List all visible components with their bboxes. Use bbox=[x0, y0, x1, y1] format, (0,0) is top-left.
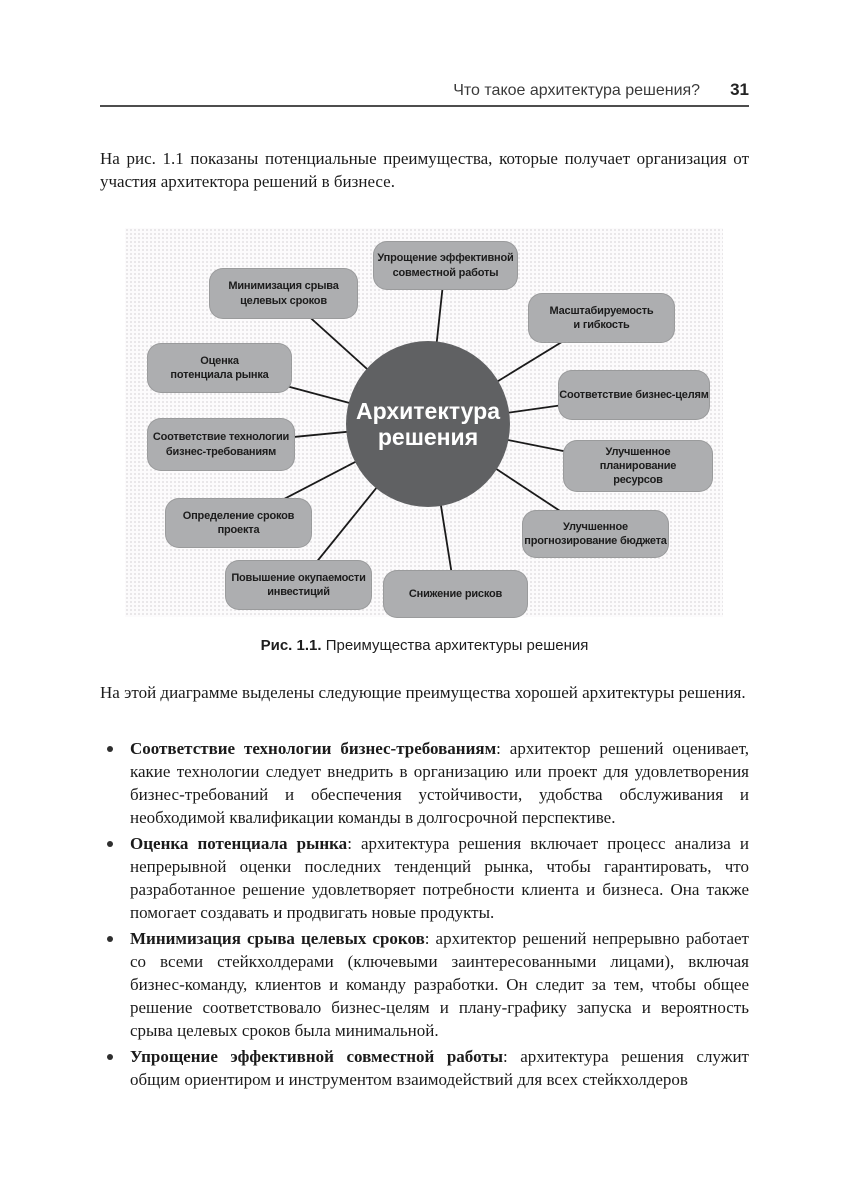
after-figure-paragraph: На этой диаграмме выделены следующие преимущества хорошей архитектуры решения. bbox=[100, 683, 746, 702]
list-item-collaboration bbox=[100, 1045, 749, 1091]
list-item-text: : архитектор решений непрерывно работает со всеми стейкхолдерами (ключевыми заинтересованными лицами), включая бизнес-команду, клиентов и команду разработки. Он следит за тем, чтобы общее решение соответствовало бизнес-целям и плану-графику запуска и вероятность срыва целевых сроков была минимальной. bbox=[130, 929, 749, 1040]
running-title: Что такое архитектура решения? bbox=[453, 82, 701, 99]
list-item-term: Оценка потенциала рынка bbox=[130, 834, 348, 853]
diagram-center-solution-architecture: Архитектура решения bbox=[346, 341, 510, 507]
diagram-node-business-goals: Соответствие бизнес-целям bbox=[558, 370, 710, 420]
benefits-diagram bbox=[125, 228, 723, 617]
figure-caption-text: Преимущества архитектуры решения bbox=[325, 637, 589, 654]
benefits-list bbox=[100, 737, 749, 1094]
list-item-text: : архитектор решений оценивает, какие технологии следует внедрить в организацию или проект для удовлетворения бизнес-требований и обеспечения устойчивости, удобства обслуживания и необходимой квалификации команды в долгосрочной перспективе. bbox=[130, 739, 749, 827]
list-item-technology-fit bbox=[100, 737, 749, 829]
diagram-node-roi: Повышение окупаемости инвестиций bbox=[225, 560, 372, 610]
diagram-node-risk-reduction: Снижение рисков bbox=[383, 570, 528, 618]
list-item-term: Соответствие технологии бизнес-требованиям bbox=[130, 739, 497, 758]
diagram-node-technology-fit: Соответствие технологии бизнес-требованиям bbox=[147, 418, 295, 471]
diagram-node-budget-forecasting: Улучшенное прогнозирование бюджета bbox=[522, 510, 669, 558]
list-item-text: : архитектура решения включает процесс анализа и непрерывной оценки последних тенденций рынка, чтобы гарантировать, что разработанное решение удовлетворяет потребности клиента и бизнеса. Она также помогает создавать и продвигать новые продукты. bbox=[130, 834, 749, 922]
diagram-node-resource-planning: Улучшенное планирование ресурсов bbox=[563, 440, 713, 492]
figure-caption-label: Рис. 1.1. bbox=[260, 637, 322, 654]
intro-paragraph: На рис. 1.1 показаны потенциальные преимущества, которые получает организация от участия архитектора решений в бизнесе. bbox=[100, 149, 749, 191]
diagram-node-market-potential: Оценка потенциала рынка bbox=[147, 343, 292, 393]
bullet-icon bbox=[107, 1054, 113, 1060]
diagram-node-project-timeline: Определение сроков проекта bbox=[165, 498, 312, 548]
page-number: 31 bbox=[730, 80, 749, 99]
list-item-text: : архитектура решения служит общим ориентиром и инструментом взаимодействий для всех стейкхолдеров bbox=[130, 1047, 749, 1089]
diagram-node-collaboration: Упрощение эффективной совместной работы bbox=[373, 241, 518, 290]
diagram-node-scalability: Масштабируемость и гибкость bbox=[528, 293, 675, 343]
list-item-market-potential bbox=[100, 832, 749, 924]
list-item-term: Минимизация срыва целевых сроков bbox=[130, 929, 425, 948]
bullet-icon bbox=[107, 841, 113, 847]
list-item-term: Упрощение эффективной совместной работы bbox=[130, 1047, 503, 1066]
bullet-icon bbox=[107, 746, 113, 752]
list-item-deadline-minimization bbox=[100, 927, 749, 1042]
bullet-icon bbox=[107, 936, 113, 942]
figure-caption bbox=[100, 637, 749, 654]
header-rule bbox=[100, 105, 749, 107]
page-header bbox=[100, 80, 749, 100]
diagram-node-deadline-minimization: Минимизация срыва целевых сроков bbox=[209, 268, 358, 319]
